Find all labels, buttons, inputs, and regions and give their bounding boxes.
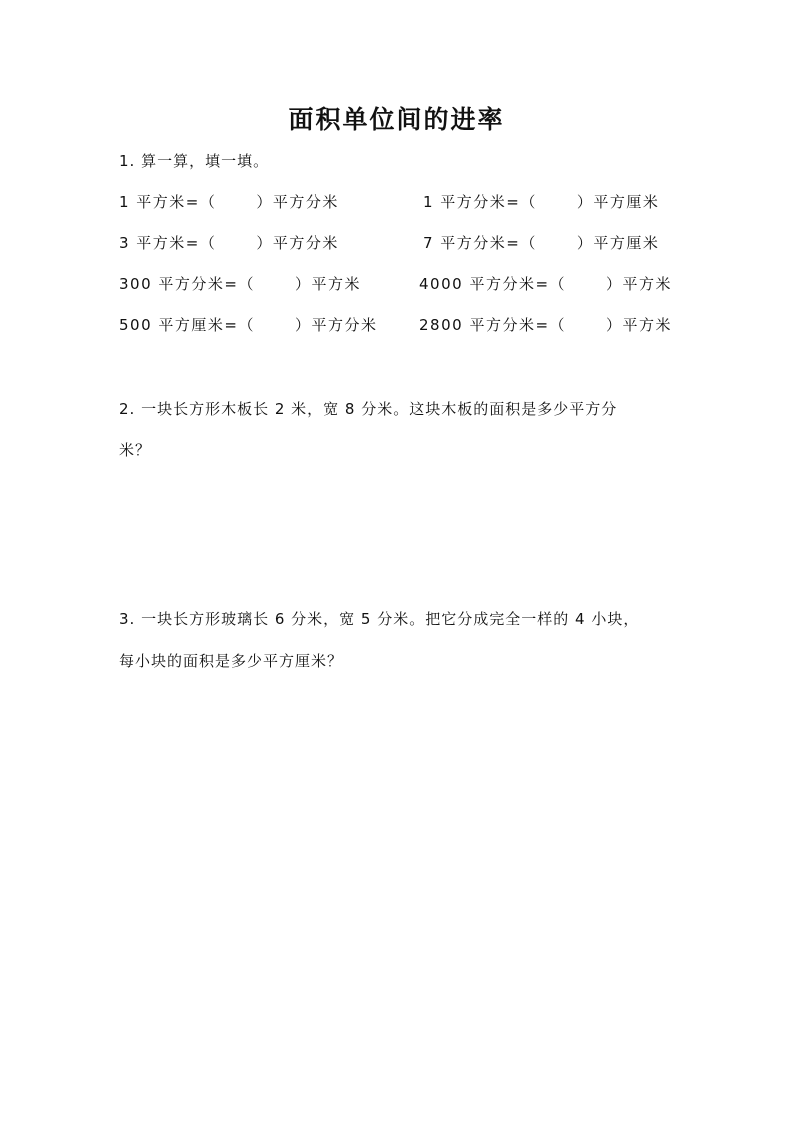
- fill-item-suffix: ）平方米: [606, 275, 673, 293]
- fill-item-prefix: 1 平方米=（: [119, 193, 217, 211]
- fill-item-prefix: 2800 平方分米=（: [419, 316, 567, 334]
- fill-item-5: [119, 273, 361, 294]
- fill-item-suffix: ）平方米: [606, 316, 673, 334]
- fill-item-suffix: ）平方厘米: [576, 234, 660, 252]
- fill-item-4: [423, 232, 659, 253]
- question-2-line-1: 2. 一块长方形木板长 2 米，宽 8 分米。这块木板的面积是多少平方分: [119, 400, 618, 418]
- fill-item-prefix: 500 平方厘米=（: [119, 316, 255, 334]
- fill-item-1: [119, 191, 339, 212]
- fill-item-suffix: ）平方米: [294, 275, 361, 293]
- fill-item-6: [419, 273, 672, 294]
- fill-item-3: [119, 232, 339, 253]
- fill-item-prefix: 1 平方分米=（: [423, 193, 537, 211]
- fill-item-8: [419, 314, 672, 335]
- question-2-line-2: 米？: [119, 441, 152, 459]
- fill-item-prefix: 300 平方分米=（: [119, 275, 255, 293]
- question-3-line-2: 每小块的面积是多少平方厘米？: [119, 652, 344, 670]
- fill-item-suffix: ）平方分米: [294, 316, 378, 334]
- fill-item-prefix: 4000 平方分米=（: [419, 275, 567, 293]
- fill-item-suffix: ）平方分米: [256, 234, 339, 252]
- fill-item-prefix: 3 平方米=（: [119, 234, 217, 252]
- fill-item-suffix: ）平方厘米: [576, 193, 660, 211]
- question-1-heading: 1. 算一算，填一填。: [119, 152, 270, 170]
- fill-item-prefix: 7 平方分米=（: [423, 234, 537, 252]
- fill-item-suffix: ）平方分米: [256, 193, 339, 211]
- question-3-line-1: 3. 一块长方形玻璃长 6 分米，宽 5 分米。把它分成完全一样的 4 小块，: [119, 610, 640, 628]
- fill-item-2: [423, 191, 659, 212]
- fill-item-7: [119, 314, 377, 335]
- page-title: 面积单位间的进率: [288, 105, 505, 134]
